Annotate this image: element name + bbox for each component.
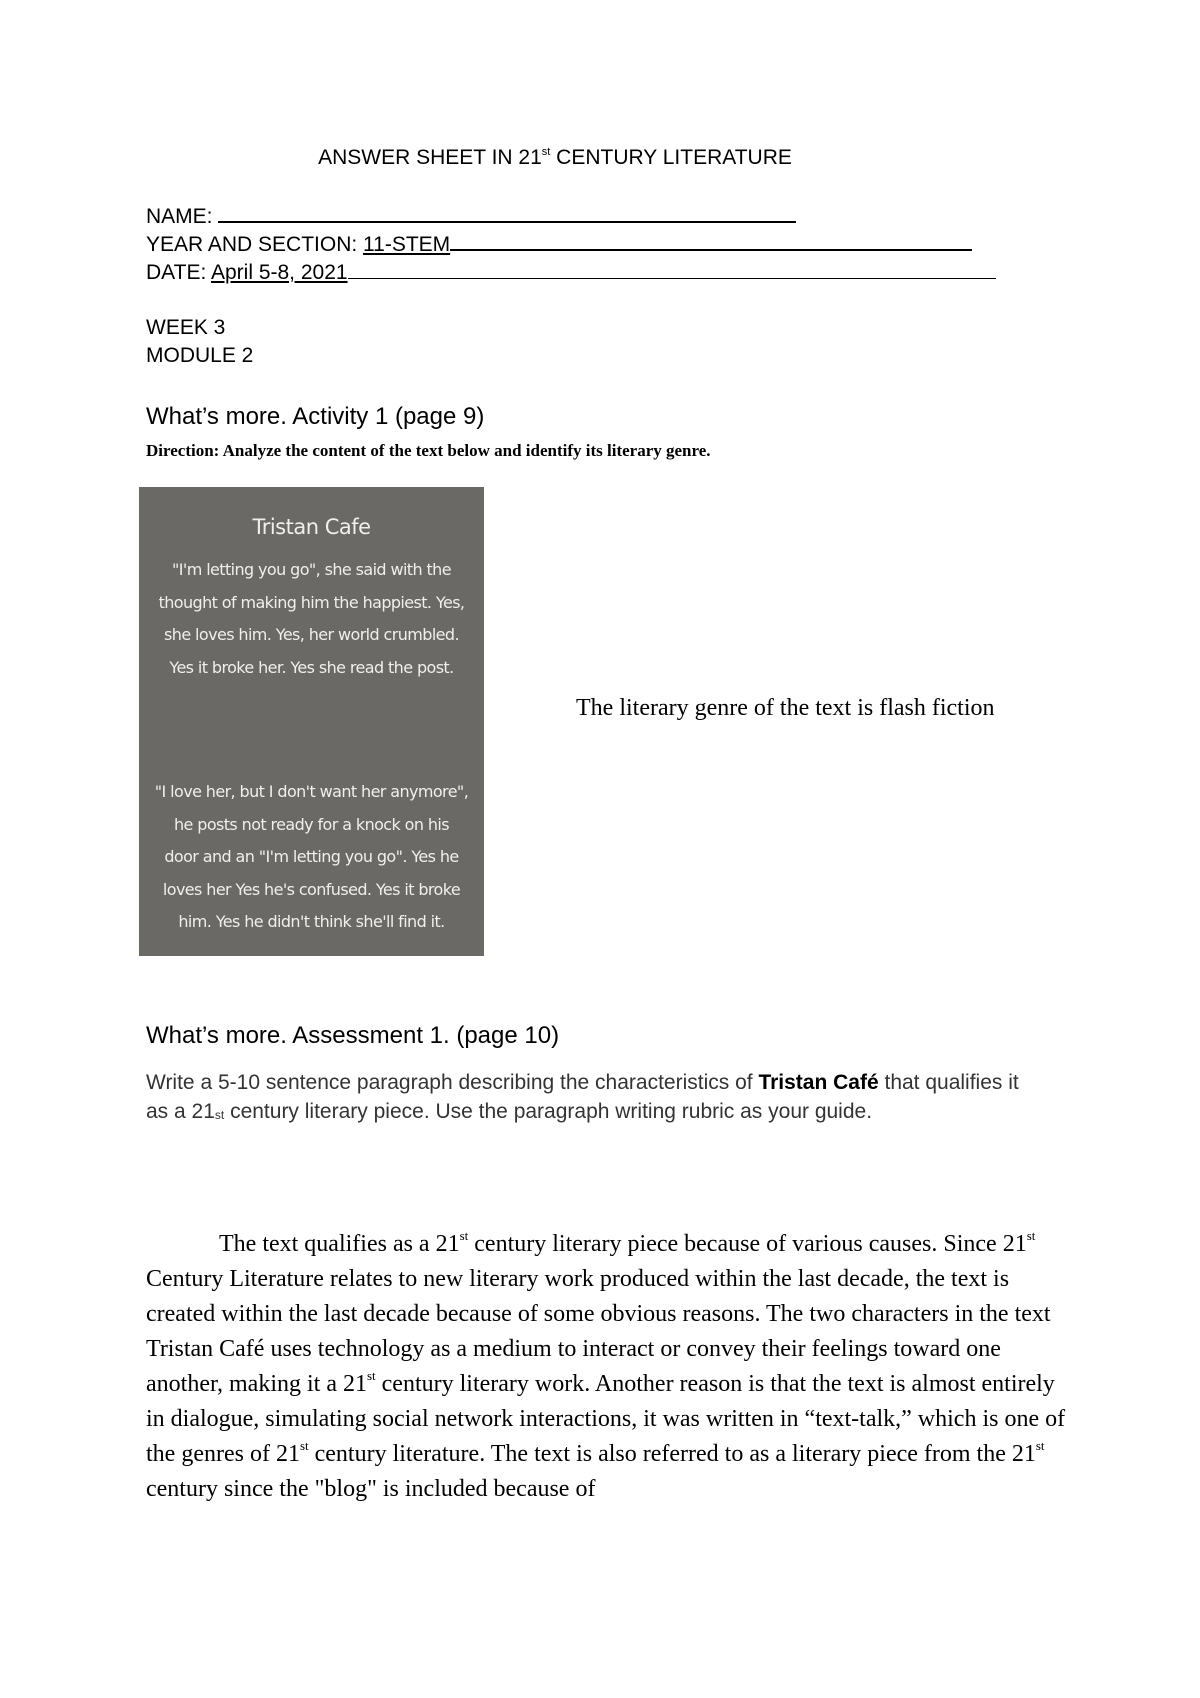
story-line: Yes it broke her. Yes she read the post. — [169, 657, 454, 677]
genre-answer-text: The literary genre of the text is flash fiction — [576, 695, 995, 721]
module-label: MODULE 2 — [146, 344, 254, 367]
story-title: Tristan Cafe — [252, 515, 371, 539]
essay-text: century literary work. Another reason is that the text is almost entirely in dialogue, simulating social network interactions, it was written in “text-talk,” which is one of the genres of 21 — [146, 1371, 1066, 1467]
story-paragraph-2 — [151, 776, 472, 939]
story-line: loves her Yes he's confused. Yes it broke — [162, 879, 461, 899]
name-field — [146, 203, 796, 231]
essay-superscript: st — [299, 1438, 309, 1453]
essay-superscript: st — [366, 1368, 376, 1383]
story-image — [139, 487, 484, 956]
story-line: she loves him. Yes, her world crumbled. — [164, 625, 459, 644]
prompt-text: century literary piece. Use the paragraph writing rubric as your guide. — [224, 1100, 873, 1123]
prompt-bold-title: Tristan Café — [758, 1071, 879, 1094]
week-label: WEEK 3 — [146, 316, 226, 339]
year-section-field — [146, 231, 972, 259]
story-line: door and an "I'm letting you go". Yes he — [164, 847, 459, 866]
essay-text: century since the "blog" is included because of — [146, 1476, 596, 1502]
essay-text: century literature. The text is also referred to as a literary piece from the 21 — [308, 1441, 1036, 1467]
date-field — [146, 259, 996, 287]
date-label: DATE: — [146, 261, 211, 284]
name-label: NAME: — [146, 205, 219, 228]
title-text: ANSWER SHEET IN 21 — [318, 146, 542, 169]
essay-superscript: st — [1026, 1228, 1036, 1243]
name-blank-line — [218, 203, 796, 223]
story-line: him. Yes he didn't think she'll find it. — [178, 912, 445, 931]
essay-text: The text qualifies as a 21 — [219, 1231, 460, 1257]
essay-text: Century Literature relates to new literary work produced within the last decade, the text is created within the last decade because of some obvious reasons. The two characters in the text Tristan Café uses technology as a medium to interact or convey their feelings toward one another, making it a 21 — [146, 1266, 1051, 1397]
title-text-suffix: CENTURY LITERATURE — [550, 146, 792, 169]
story-line: he posts not ready for a knock on his — [174, 814, 449, 834]
genre-answer — [503, 692, 1023, 725]
activity-heading: What’s more. Activity 1 (page 9) — [146, 403, 485, 430]
essay-superscript: st — [459, 1228, 469, 1243]
assessment-prompt — [146, 1068, 1026, 1130]
year-section-blank-line — [450, 231, 972, 251]
essay-paragraph — [146, 1227, 1076, 1507]
essay-superscript: st — [1035, 1438, 1045, 1453]
story-line: "I'm letting you go", she said with the — [172, 560, 451, 579]
activity-direction: Direction: Analyze the content of the text below and identify its literary genre. — [146, 441, 711, 460]
prompt-text: Write a 5-10 sentence paragraph describing the characteristics of — [146, 1071, 759, 1094]
story-line: "I love her, but I don't want her anymore", — [154, 782, 469, 801]
year-section-label: YEAR AND SECTION: — [146, 233, 364, 256]
prompt-subscript: st — [214, 1108, 225, 1122]
date-blank-line — [348, 260, 996, 279]
page-title — [0, 146, 1110, 170]
story-line: thought of making him the happiest. Yes, — [158, 592, 465, 612]
story-paragraph-1 — [151, 554, 472, 684]
assessment-heading: What’s more. Assessment 1. (page 10) — [146, 1022, 560, 1049]
title-superscript: st — [541, 146, 551, 158]
date-value: April 5-8, 2021 — [210, 261, 348, 284]
prompt-text: that qualifies it as a 21 — [146, 1071, 1019, 1123]
essay-text: century literary piece because of various causes. Since 21 — [468, 1231, 1027, 1257]
year-section-value: 11-STEM — [363, 233, 451, 256]
